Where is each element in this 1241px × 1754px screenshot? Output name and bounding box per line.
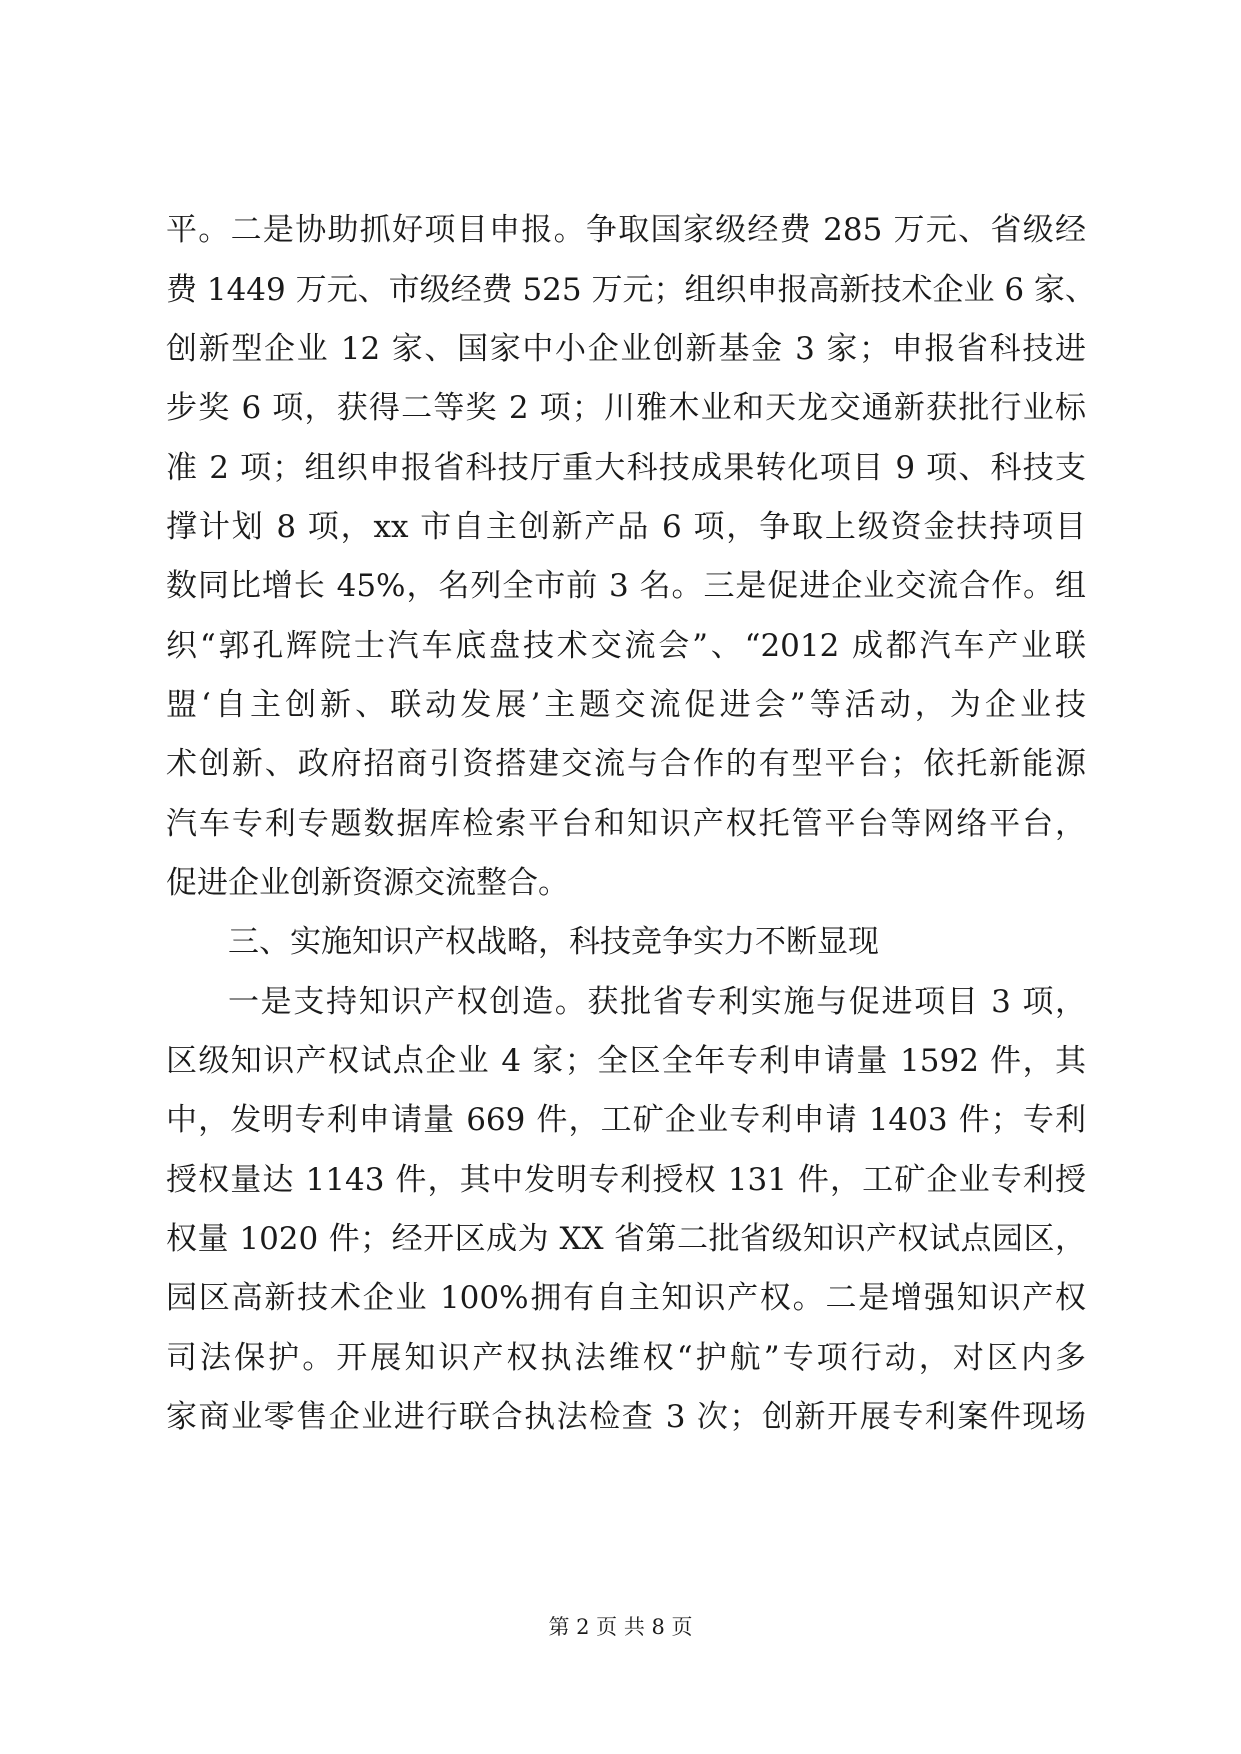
page-footer: 第 2 页 共 8 页 [548, 1615, 693, 1639]
section-heading: 三、实施知识产权战略，科技竞争实力不断显现 [228, 924, 879, 960]
body-text-line: 数同比增长 45%，名列全市前 3 名。三是促进企业交流合作。组 [166, 568, 1086, 604]
body-text-line: 授权量达 1143 件，其中发明专利授权 131 件，工矿企业专利授 [166, 1162, 1086, 1198]
body-text-line: 促进企业创新资源交流整合。 [166, 865, 569, 901]
body-text-line: 权量 1020 件；经开区成为 XX 省第二批省级知识产权试点园区， [166, 1221, 1086, 1257]
body-text-line: 平。二是协助抓好项目申报。争取国家级经费 285 万元、省级经 [166, 212, 1086, 248]
body-text-line: 中，发明专利申请量 669 件，工矿企业专利申请 1403 件；专利 [166, 1102, 1086, 1138]
body-text-line: 费 1449 万元、市级经费 525 万元；组织申报高新技术企业 6 家、 [166, 272, 1096, 308]
body-text-line: 步奖 6 项，获得二等奖 2 项；川雅木业和天龙交通新获批行业标 [166, 390, 1086, 426]
body-text-line: 汽车专利专题数据库检索平台和知识产权托管平台等网络平台， [166, 806, 1086, 842]
body-text-line: 一是支持知识产权创造。获批省专利实施与促进项目 3 项， [228, 984, 1086, 1020]
body-text-line: 术创新、政府招商引资搭建交流与合作的有型平台；依托新能源 [166, 746, 1086, 782]
body-text-line: 撑计划 8 项，xx 市自主创新产品 6 项，争取上级资金扶持项目 [166, 509, 1086, 545]
body-text-line: 织“郭孔辉院士汽车底盘技术交流会”、“2012 成都汽车产业联 [166, 628, 1086, 664]
body-text-line: 园区高新技术企业 100%拥有自主知识产权。二是增强知识产权 [166, 1280, 1086, 1316]
body-text-line: 司法保护。开展知识产权执法维权“护航”专项行动，对区内多 [166, 1340, 1086, 1376]
body-text-line: 创新型企业 12 家、国家中小企业创新基金 3 家；申报省科技进 [166, 331, 1086, 367]
body-text-line: 准 2 项；组织申报省科技厅重大科技成果转化项目 9 项、科技支 [166, 450, 1086, 486]
body-text-line: 盟‘自主创新、联动发展’主题交流促进会”等活动，为企业技 [166, 687, 1086, 723]
body-text-line: 家商业零售企业进行联合执法检查 3 次；创新开展专利案件现场 [166, 1399, 1086, 1435]
body-text-line: 区级知识产权试点企业 4 家；全区全年专利申请量 1592 件，其 [166, 1043, 1086, 1079]
